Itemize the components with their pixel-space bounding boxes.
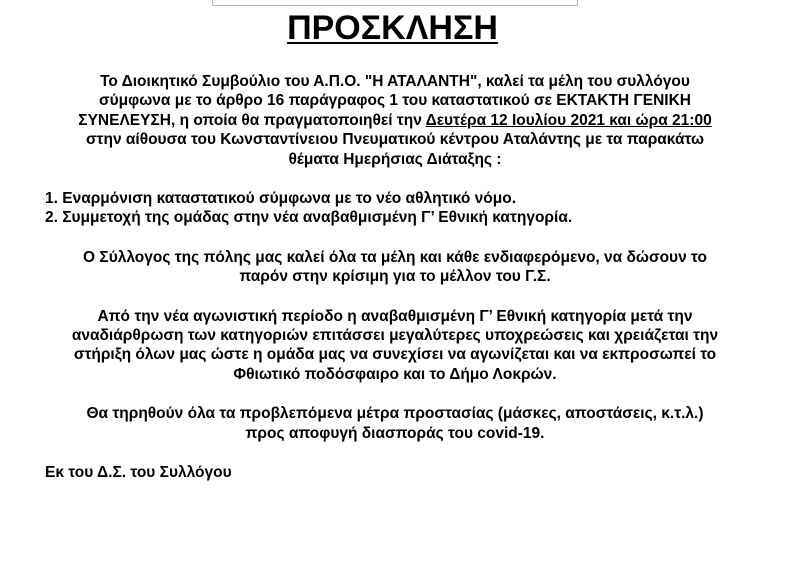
season-line-4: Φθιωτικό ποδόσφαιρο και το Δήμο Λοκρών. [233,365,557,383]
document-body [45,72,745,483]
season-line-3: στήριξη όλων μας ώστε η ομάδα μας να συνεχίσει να αγωνίζεται και να εκπροσωπεί το [73,346,717,364]
meeting-date: Δευτέρα 12 Ιουλίου 2021 και ώρα 21:00 [425,111,712,129]
agenda-item-1: 1. Εναρμόνιση καταστατικού σύμφωνα με το νέο αθλητικό νόμο. [45,190,517,208]
season-line-1: Από την νέα αγωνιστική περίοδο η αναβαθμισμένη Γ’ Εθνική κατηγορία μετά την [97,307,693,325]
signature: Εκ του Δ.Σ. του Συλλόγου [45,464,232,482]
agenda-list [45,189,745,228]
page-title: ΠΡΟΣΚΛΗΣΗ [287,9,498,47]
intro-line-1: Το Διοικητικό Συμβούλιο του Α.Π.Ο. "Η ΑΤΑΛΑΝΤΗ", καλεί τα μέλη του συλλόγου [100,73,690,90]
invite-line-2: παρόν στην κρίσιμη για το μέλλον του Γ.Σ. [239,268,551,286]
agenda-item-2: 2. Συμμετοχή της ομάδας στην νέα αναβαθμισμένη Γ’ Εθνική κατηγορία. [45,209,573,227]
measures-line-2: προς αποφυγή διασποράς του covid-19. [245,424,545,442]
measures-line-1: Θα τηρηθούν όλα τα προβλεπόμενα μέτρα προστασίας (μάσκες, αποστάσεις, κ.τ.λ.) [86,405,704,423]
top-frame [212,0,578,6]
season-line-2: αναδιάρθρωση των κατηγοριών επιτάσσει μεγαλύτερες υποχρεώσεις και χρειάζεται την [71,327,719,345]
intro-paragraph [45,72,745,169]
intro-line-3 [45,111,745,130]
invite-line-1: Ο Σύλλογος της πόλης μας καλεί όλα τα μέλη και κάθε ενδιαφερόμενο, να δώσουν το [83,248,707,266]
measures-paragraph [45,404,745,443]
invite-paragraph [45,248,745,287]
intro-line-5: θέματα Ημερήσιας Διάταξης : [288,150,502,168]
intro-line-2: σύμφωνα με το άρθρο 16 παράγραφος 1 του καταστατικού σε ΕΚΤΑΚΤΗ ΓΕΝΙΚΗ [99,92,691,110]
intro-line-3-text: ΣΥΝΕΛΕΥΣΗ, η οποία θα πραγματοποιηθεί την [78,111,426,129]
season-paragraph [45,307,745,385]
intro-line-4: στην αίθουσα του Κωνσταντίνειου Πνευματικού κέντρου Αταλάντης με τα παρακάτω [85,131,705,149]
